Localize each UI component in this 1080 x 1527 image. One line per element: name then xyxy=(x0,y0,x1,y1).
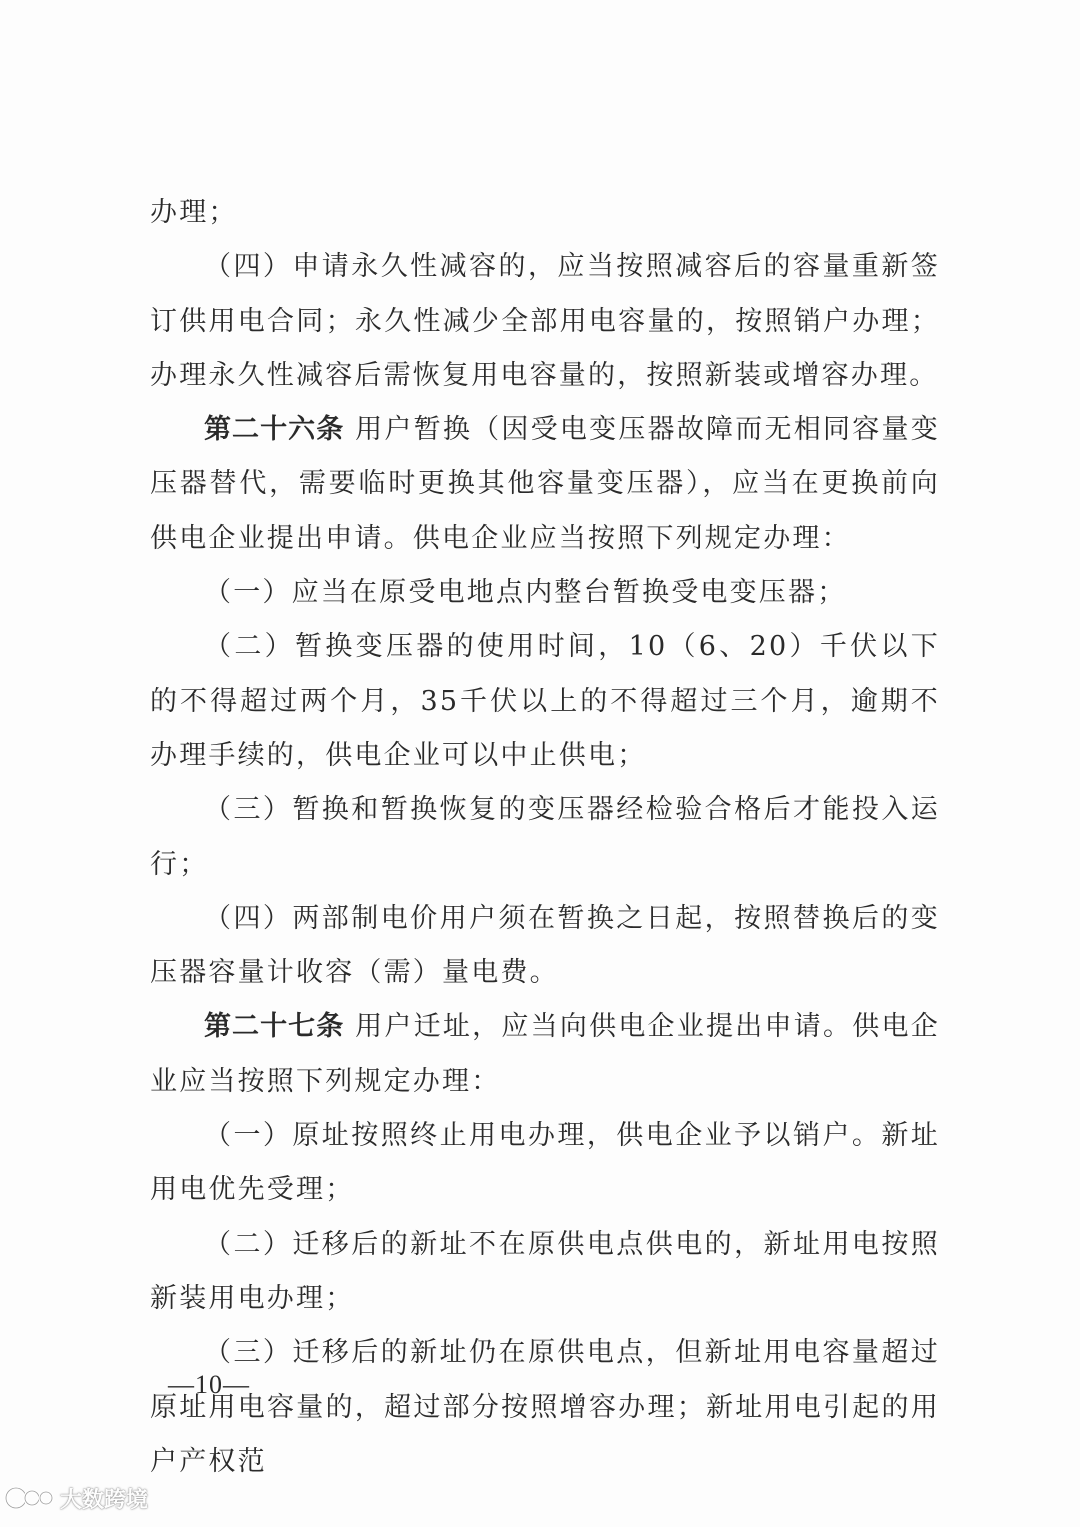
paragraph-text: 用户迁址，应当向供电企业提出申请。供电企业应当按照下列规定办理： xyxy=(150,1011,940,1097)
paragraph-text: （一）应当在原受电地点内整台暂换受电变压器； xyxy=(204,577,847,609)
watermark xyxy=(4,1478,148,1518)
watermark-logo-icon xyxy=(4,1481,56,1515)
paragraph-text: 办理； xyxy=(150,197,238,228)
page-number: —10— xyxy=(168,1370,250,1399)
article-26 xyxy=(150,403,940,566)
paragraph-text: （二）暂换变压器的使用时间，10（6、20）千伏以下的不得超过两个月，35千伏以上的不得超过三个月，逾期不办理手续的，供电企业可以中止供电； xyxy=(150,631,940,771)
paragraph-text: （三）暂换和暂换恢复的变压器经检验合格后才能投入运行； xyxy=(150,794,940,880)
paragraph-text: （三）迁移后的新址仍在原供电点，但新址用电容量超过原址用电容量的，超过部分按照增容办理；新址用电引起的用户产权范 xyxy=(150,1337,940,1477)
paragraph-6 xyxy=(150,783,940,892)
paragraph-text: （二）迁移后的新址不在原供电点供电的，新址用电按照新装用电办理； xyxy=(150,1228,940,1314)
paragraph-5 xyxy=(150,620,940,783)
paragraph-text: （四）两部制电价用户须在暂换之日起，按照替换后的变压器容量计收容（需）量电费。 xyxy=(150,902,940,989)
paragraph-text: （四）申请永久性减容的，应当按照减容后的容量重新签订供用电合同；永久性减少全部用电容量的，按照销户办理；办理永久性减容后需恢复用电容量的，按照新装或增容办理。 xyxy=(150,251,940,391)
paragraph-1 xyxy=(150,186,940,240)
watermark-text: 大数跨境 xyxy=(60,1487,149,1513)
article-27 xyxy=(150,1000,940,1109)
paragraph-10 xyxy=(150,1218,940,1327)
paragraph-4 xyxy=(150,566,940,620)
article-title: 第二十六条 xyxy=(204,414,345,446)
paragraph-text: （一）原址按照终止用电办理，供电企业予以销户。新址用电优先受理； xyxy=(150,1120,940,1206)
paragraph-7 xyxy=(150,892,940,1001)
article-title: 第二十七条 xyxy=(204,1011,345,1043)
document-body xyxy=(150,186,940,1489)
paragraph-2 xyxy=(150,240,940,403)
paragraph-9 xyxy=(150,1109,940,1218)
paragraph-11 xyxy=(150,1326,940,1489)
paragraph-text: 用户暂换（因受电变压器故障而无相同容量变压器替代，需要临时更换其他容量变压器），应当在更换前向供电企业提出申请。供电企业应当按照下列规定办理： xyxy=(150,414,940,554)
